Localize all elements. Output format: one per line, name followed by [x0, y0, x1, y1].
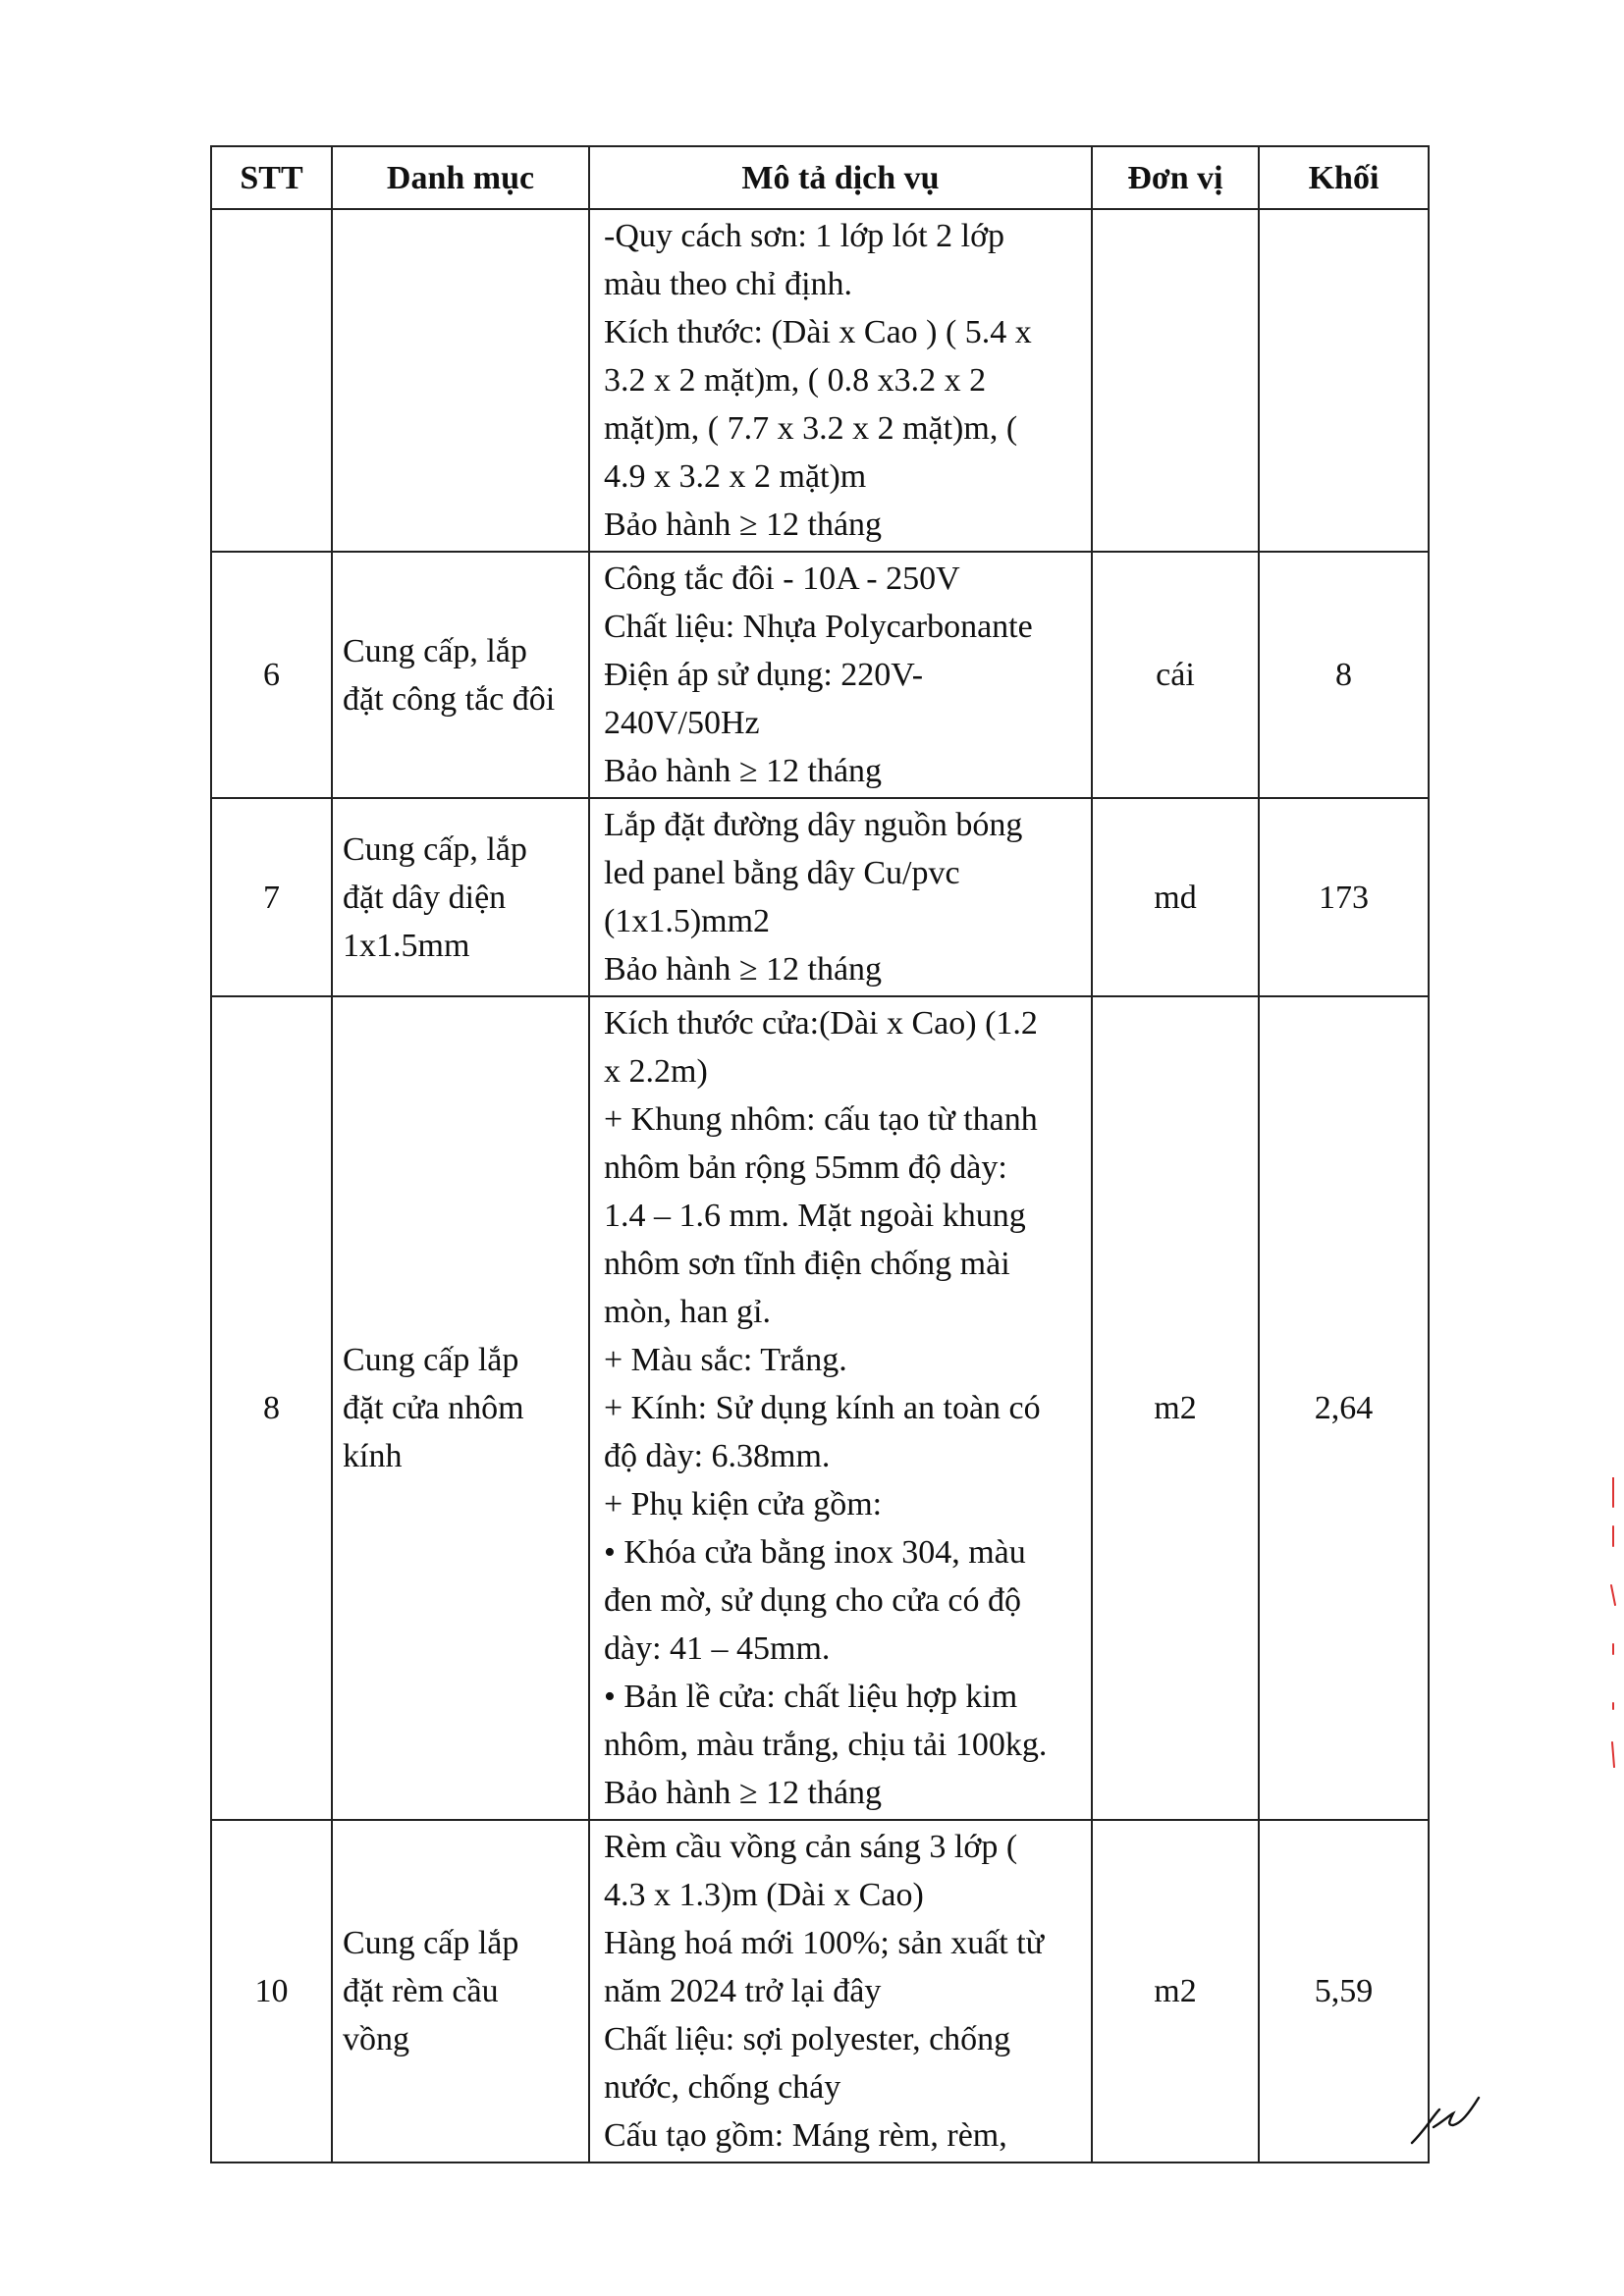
danh-muc-line: Cung cấp, lắp [343, 632, 527, 669]
mo-ta-line: • Bản lề cửa: chất liệu hợp kim [604, 1679, 1018, 1715]
danh-muc-line: 1x1.5mm [343, 927, 470, 964]
mo-ta-line: Cấu tạo gồm: Máng rèm, rèm, [604, 2117, 1007, 2154]
mo-ta-line: (1x1.5)mm2 [604, 903, 771, 939]
mo-ta-line: nhôm sơn tĩnh điện chống mài [604, 1246, 1010, 1282]
mo-ta-line: nước, chống cháy [604, 2069, 841, 2106]
cell-stt: 8 [211, 996, 332, 1820]
document-page [210, 145, 1428, 2163]
table-body [211, 209, 1429, 2163]
mo-ta-line: • Khóa cửa bằng inox 304, màu [604, 1534, 1026, 1571]
table-row [211, 552, 1429, 798]
mo-ta-line: màu theo chỉ định. [604, 266, 853, 302]
table-header-row [211, 146, 1429, 209]
cell-don-vi: m2 [1092, 1820, 1259, 2163]
cell-khoi: 8 [1259, 552, 1429, 798]
mo-ta-line: Hàng hoá mới 100%; sản xuất từ [604, 1925, 1045, 1961]
cell-don-vi [1092, 209, 1259, 552]
danh-muc-line: đặt cửa nhôm [343, 1390, 524, 1426]
cell-khoi: 5,59 [1259, 1820, 1429, 2163]
mo-ta-line: 1.4 – 1.6 mm. Mặt ngoài khung [604, 1198, 1026, 1234]
cell-danh-muc [332, 552, 589, 798]
header-mo-ta: Mô tả dịch vụ [589, 146, 1092, 209]
danh-muc-line: kính [343, 1438, 403, 1474]
mo-ta-line: 3.2 x 2 mặt)m, ( 0.8 x3.2 x 2 [604, 362, 987, 399]
mo-ta-line: nhôm, màu trắng, chịu tải 100kg. [604, 1727, 1048, 1763]
mo-ta-line: mòn, han gỉ. [604, 1294, 771, 1330]
cell-khoi [1259, 209, 1429, 552]
table-row [211, 996, 1429, 1820]
mo-ta-line: 4.9 x 3.2 x 2 mặt)m [604, 458, 867, 495]
mo-ta-line: Kích thước: (Dài x Cao ) ( 5.4 x [604, 314, 1032, 350]
mo-ta-line: Lắp đặt đường dây nguồn bóng [604, 807, 1023, 843]
danh-muc-line: đặt rèm cầu [343, 1973, 499, 2009]
mo-ta-line: Bảo hành ≥ 12 tháng [604, 507, 883, 543]
cell-mo-ta [589, 1820, 1092, 2163]
cell-khoi: 2,64 [1259, 996, 1429, 1820]
cell-mo-ta [589, 798, 1092, 996]
mo-ta-line: Bảo hành ≥ 12 tháng [604, 753, 883, 789]
table-row [211, 209, 1429, 552]
cell-mo-ta [589, 552, 1092, 798]
cell-don-vi: m2 [1092, 996, 1259, 1820]
table-row [211, 798, 1429, 996]
mo-ta-line: + Khung nhôm: cấu tạo từ thanh [604, 1101, 1038, 1138]
mo-ta-line: mặt)m, ( 7.7 x 3.2 x 2 mặt)m, ( [604, 410, 1018, 447]
mo-ta-line: -Quy cách sơn: 1 lớp lót 2 lớp [604, 218, 1005, 254]
mo-ta-line: x 2.2m) [604, 1053, 708, 1090]
mo-ta-line: 4.3 x 1.3)m (Dài x Cao) [604, 1877, 924, 1913]
mo-ta-line: + Kính: Sử dụng kính an toàn có [604, 1390, 1041, 1426]
cell-don-vi: cái [1092, 552, 1259, 798]
table-row [211, 1820, 1429, 2163]
cell-stt [211, 209, 332, 552]
mo-ta-line: Rèm cầu vồng cản sáng 3 lớp ( [604, 1829, 1018, 1865]
cell-danh-muc [332, 798, 589, 996]
mo-ta-line: độ dày: 6.38mm. [604, 1438, 831, 1474]
cell-mo-ta [589, 209, 1092, 552]
mo-ta-line: Công tắc đôi - 10A - 250V [604, 561, 960, 597]
mo-ta-line: dày: 41 – 45mm. [604, 1630, 831, 1667]
danh-muc-line: Cung cấp lắp [343, 1925, 519, 1961]
mo-ta-line: 240V/50Hz [604, 705, 760, 741]
mo-ta-line: nhôm bản rộng 55mm độ dày: [604, 1149, 1007, 1186]
mo-ta-line: Bảo hành ≥ 12 tháng [604, 1775, 883, 1811]
cell-mo-ta [589, 996, 1092, 1820]
header-don-vi: Đơn vị [1092, 146, 1259, 209]
mo-ta-line: Điện áp sử dụng: 220V- [604, 657, 924, 693]
danh-muc-line: Cung cấp lắp [343, 1342, 519, 1378]
mo-ta-line: led panel bằng dây Cu/pvc [604, 855, 960, 891]
danh-muc-line: đặt dây diện [343, 879, 507, 916]
header-stt: STT [211, 146, 332, 209]
header-khoi: Khối [1259, 146, 1429, 209]
mo-ta-line: Kích thước cửa:(Dài x Cao) (1.2 [604, 1005, 1038, 1041]
mo-ta-line: năm 2024 trở lại đây [604, 1973, 882, 2009]
cell-danh-muc [332, 209, 589, 552]
header-danh-muc: Danh mục [332, 146, 589, 209]
mo-ta-line: + Phụ kiện cửa gồm: [604, 1486, 883, 1522]
danh-muc-line: Cung cấp, lắp [343, 830, 527, 868]
danh-muc-line: vồng [343, 2021, 409, 2057]
mo-ta-line: Bảo hành ≥ 12 tháng [604, 951, 883, 988]
cell-don-vi: md [1092, 798, 1259, 996]
red-seal-mark [1607, 1477, 1619, 1777]
mo-ta-line: Chất liệu: Nhựa Polycarbonante [604, 609, 1033, 645]
cell-danh-muc [332, 996, 589, 1820]
mo-ta-line: Chất liệu: sợi polyester, chống [604, 2021, 1011, 2057]
services-table [210, 145, 1430, 2163]
danh-muc-line: đặt công tắc đôi [343, 680, 556, 718]
cell-stt: 10 [211, 1820, 332, 2163]
cell-danh-muc [332, 1820, 589, 2163]
cell-stt: 6 [211, 552, 332, 798]
mo-ta-line: + Màu sắc: Trắng. [604, 1342, 847, 1378]
signature [1404, 2086, 1492, 2155]
mo-ta-line: đen mờ, sử dụng cho cửa có độ [604, 1582, 1021, 1619]
cell-stt: 7 [211, 798, 332, 996]
cell-khoi: 173 [1259, 798, 1429, 996]
